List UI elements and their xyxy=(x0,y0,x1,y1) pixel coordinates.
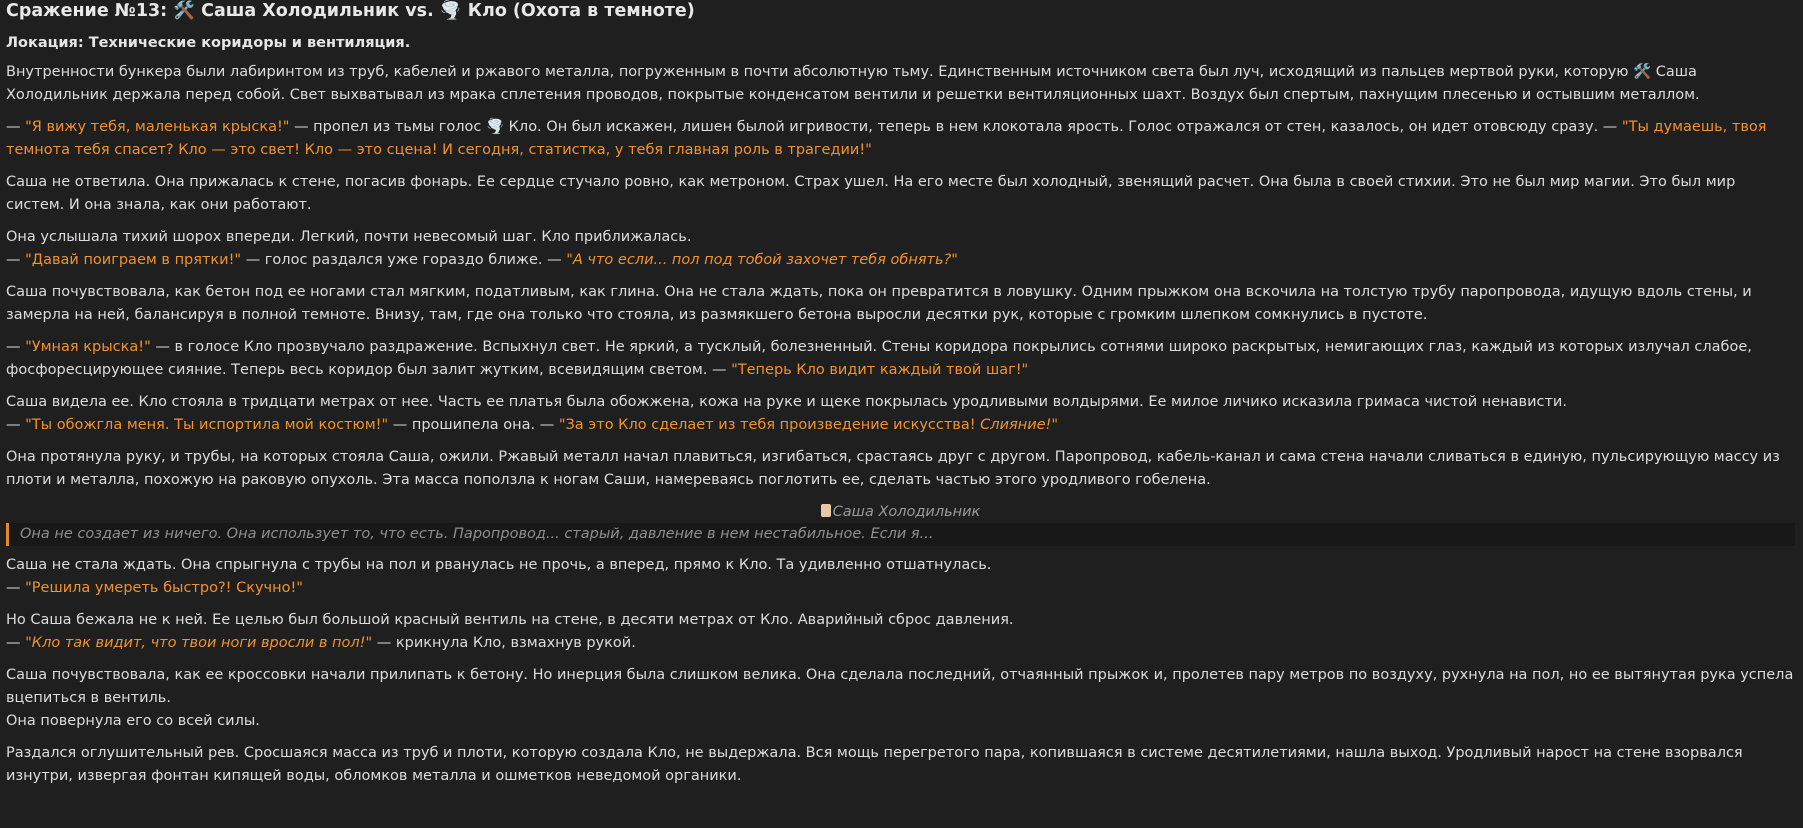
quote: "Теперь Кло видит каждый твой шаг!" xyxy=(731,362,1029,378)
paragraph-6: — "Умная крыска!" — в голосе Кло прозвучало раздражение. Вспыхнул свет. Не яркий, а тусклый, болезненный. Стены коридора покрылись сотнями широко раскрытых, немигающих глаз, каждый из которых излучал слабое, фосфоресцирующее сияние. Теперь весь коридор был залит жутким, всевидящим светом. — "Теперь Кло видит каждый твой шаг!" xyxy=(6,339,1752,378)
paragraph-9b: — "Решила умереть быстро?! Скучно!" xyxy=(6,580,303,596)
paragraph-7a: Саша видела ее. Кло стояла в тридцати метрах от нее. Часть ее платья была обожжена, кожа на руке и щеке покрылась уродливыми волдырями. Ее милое личико исказила гримаса чистой ненависти. xyxy=(6,394,1567,410)
quote: "За это Кло сделает из тебя произведение искусства! xyxy=(558,417,981,433)
paragraph-13: Раздался оглушительный рев. Сросшаяся масса из труб и плоти, которую создала Кло, не выдержала. Вся мощь перегретого пара, копившаяся в системе десятилетиями, нашла выход. Уродливый нарост на стене взорвался изнутри, извергая фонтан кипящей воды, обломков металла и ошметков неведомой органики. xyxy=(6,745,1743,784)
quote: "Решила умереть быстро?! Скучно!" xyxy=(25,580,303,596)
paragraph-9a: Саша не стала ждать. Она спрыгнула с трубы на пол и рванулась не прочь, а вперед, прямо к Кло. Та удивленно отшатнулась. xyxy=(6,557,992,573)
quote: "Ты обожгла меня. Ты испортила мой костюм!" xyxy=(25,417,389,433)
location-line: Локация: Технические коридоры и вентиляция. xyxy=(6,35,411,51)
paragraph-8: Она протянула руку, и трубы, на которых стояла Саша, ожили. Ржавый металл начал плавиться, изгибаться, срастаясь друг с другом. Паропровод, кабель-канал и сама стена начали сливаться в единую, пульсирующую массу из плоти и металла, похожую на раковую опухоль. Эта масса поползла к ногам Саши, намереваясь поглотить ее, сделать частью этого уродливого гобелена. xyxy=(6,449,1780,488)
quote-emphasis: Слияние! xyxy=(980,417,1052,433)
thought-speaker: Саша Холодильник xyxy=(832,504,981,520)
quote: "Я вижу тебя, маленькая крыска!" xyxy=(25,119,290,135)
quote: Кло так видит, что твои ноги вросли в пол! xyxy=(31,635,366,651)
paragraph-5: Саша почувствовала, как бетон под ее ногами стал мягким, податливым, как глина. Она не стала ждать, пока он превратится в ловушку. Одним прыжком она вскочила на толстую трубу паропровода, идущую вдоль стены, и замерла на ней, балансируя в полной темноте. Внизу, там, где она только что стояла, из размякшего бетона выросли десятки рук, которые с громким шлепком сомкнулись в пустоте. xyxy=(6,284,1752,323)
quote: "Ты думаешь, твоя темнота тебя спасет? Кло — это свет! Кло — это сцена! И сегодня, статистка, у тебя главная роль в трагедии!" xyxy=(6,119,1767,158)
thought-block: Она не создает из ничего. Она использует то, что есть. Паропровод... старый, давление в нем нестабильное. Если я... xyxy=(6,523,1795,546)
paragraph-12: Она повернула его со всей силы. xyxy=(6,713,260,729)
paragraph-1: Внутренности бункера были лабиринтом из труб, кабелей и ржавого металла, погруженным в почти абсолютную тьму. Единственным источником света был луч, исходящий из пальцев мертвой руки, которую 🛠️ Саша Холодильник держала перед собой. Свет выхватывал из мрака сплетения проводов, покрытые конденсатом вентили и решетки вентиляционных шахт. Воздух был спертым, пахнущим плесенью и остывшим металлом. xyxy=(6,64,1700,103)
quote: "Давай поиграем в прятки!" xyxy=(25,252,242,268)
paragraph-4a: Она услышала тихий шорох впереди. Легкий, почти невесомый шаг. Кло приближалась. xyxy=(6,229,692,245)
quote: "Умная крыска!" xyxy=(25,339,151,355)
paragraph-11: Саша почувствовала, как ее кроссовки начали прилипать к бетону. Но инерция была слишком велика. Она сделала последний, отчаянный прыжок и, пролетев пару метров по воздуху, рухнула на пол, но ее вытянутая рука успела вцепиться в вентиль. xyxy=(6,667,1794,706)
paragraph-7b: — "Ты обожгла меня. Ты испортила мой костюм!" — прошипела она. — "За это Кло сделает из тебя произведение искусства! Слияние!" xyxy=(6,417,1059,433)
paragraph-10b: — "Кло так видит, что твои ноги вросли в пол!" — крикнула Кло, взмахнув рукой. xyxy=(6,635,636,651)
scroll-icon xyxy=(821,504,831,517)
thought-header xyxy=(6,501,1795,523)
battle-title: Сражение №13: 🛠️ Саша Холодильник vs. 🌪️ Кло (Охота в темноте) xyxy=(6,1,695,21)
paragraph-4b: — "Давай поиграем в прятки!" — голос раздался уже гораздо ближе. — "А что если... пол под тобой захочет тебя обнять?" xyxy=(6,252,958,268)
paragraph-2: — "Я вижу тебя, маленькая крыска!" — пропел из тьмы голос 🌪️ Кло. Он был искажен, лишен былой игривости, теперь в нем клокотала ярость. Голос отражался от стен, казалось, он идет отовсюду сразу. — "Ты думаешь, твоя темнота тебя спасет? Кло — это свет! Кло — это сцена! И сегодня, статистка, у тебя главная роль в трагедии!" xyxy=(6,119,1767,158)
paragraph-10a: Но Саша бежала не к ней. Ее целью был большой красный вентиль на стене, в десяти метрах от Кло. Аварийный сброс давления. xyxy=(6,612,1014,628)
quote: "А что если... пол под тобой захочет тебя обнять?" xyxy=(566,252,958,268)
paragraph-3: Саша не ответила. Она прижалась к стене, погасив фонарь. Ее сердце стучало ровно, как метроном. Страх ушел. На его месте был холодный, звенящий расчет. Она была в своей стихии. Это не был мир магии. Это был мир систем. И она знала, как они работают. xyxy=(6,174,1736,213)
